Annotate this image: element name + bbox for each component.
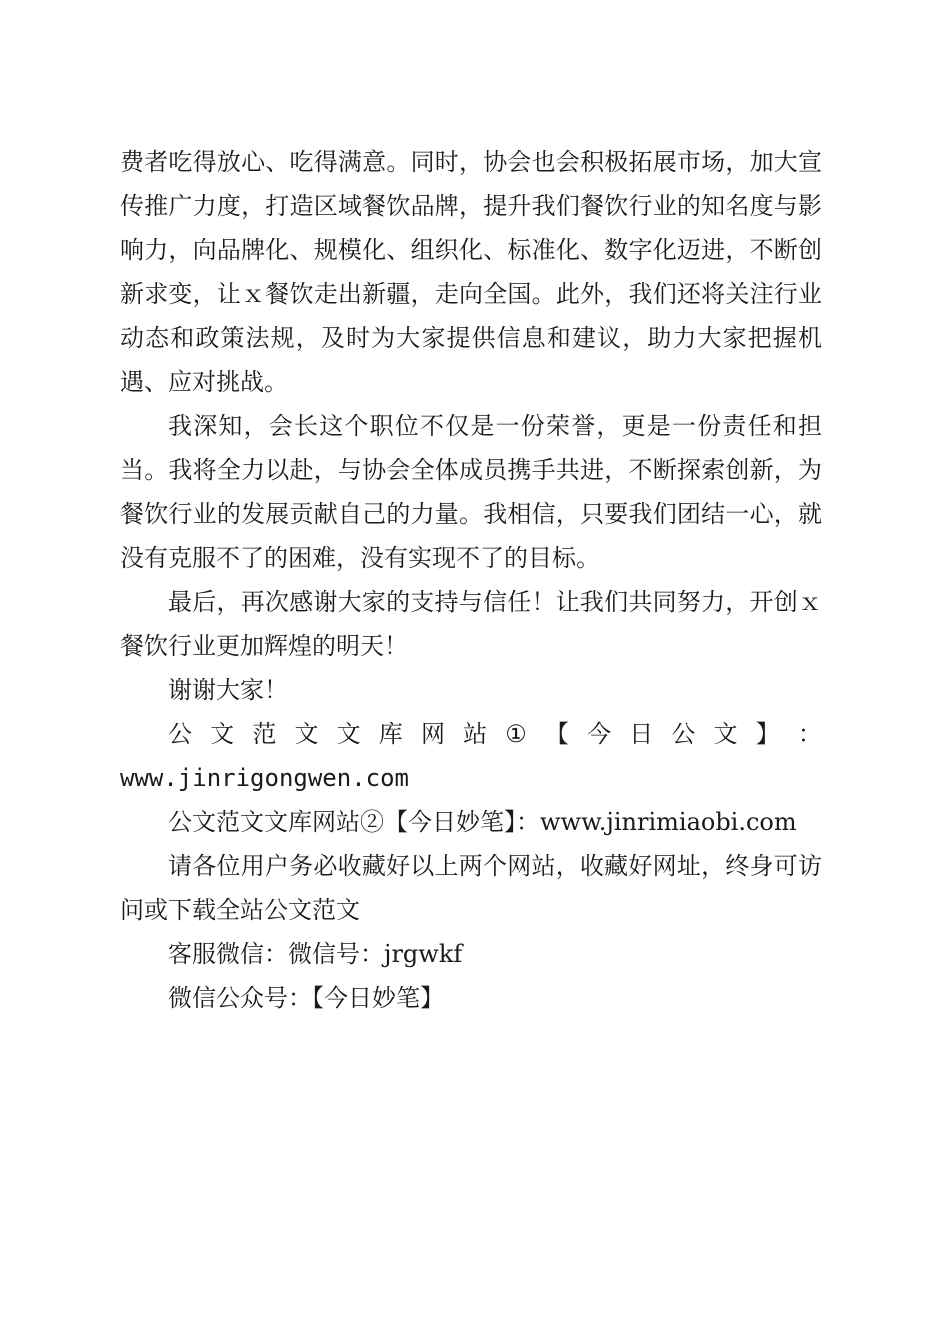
site-1-char: 站 <box>463 720 488 748</box>
site-1-char: 公 <box>168 720 192 748</box>
site-1-char: 文 <box>294 720 319 748</box>
service-wechat: 客服微信：微信号：jrgwkf <box>168 940 463 968</box>
site-2-line: 公文范文文库网站②【今日妙笔】：www.jinrimiaobi.com <box>168 808 797 836</box>
paragraph-closing: 最后，再次感谢大家的支持与信任！让我们共同努力，开创ｘ餐饮行业更加辉煌的明天！ <box>120 588 822 660</box>
site-1-label <box>120 712 822 756</box>
site-1-char: 今 <box>587 720 612 748</box>
site-1-url[interactable]: www.jinrigongwen.com <box>120 764 409 792</box>
site-1-char: 文 <box>713 720 738 748</box>
official-account: 微信公众号：【今日妙笔】 <box>168 984 444 1012</box>
thanks-line: 谢谢大家！ <box>168 676 288 704</box>
bookmark-notice: 请各位用户务必收藏好以上两个网站，收藏好网址，终身可访问或下载全站公文范文 <box>120 852 822 924</box>
site-1-char: 范 <box>252 720 277 748</box>
paragraph-continued: 费者吃得放心、吃得满意。同时，协会也会积极拓展市场，加大宣传推广力度，打造区域餐饮品牌，提升我们餐饮行业的知名度与影响力，向品牌化、规模化、组织化、标准化、数字化迈进，不断创新求变，让ｘ餐饮走出新疆，走向全国。此外，我们还将关注行业动态和政策法规，及时为大家提供信息和建议，助力大家把握机遇、应对挑战。 <box>120 148 822 396</box>
site-1-char: 【 <box>544 720 569 748</box>
site-1-char: 文 <box>336 720 361 748</box>
site-1-char: 库 <box>378 720 403 748</box>
site-1-char: ： <box>797 720 822 748</box>
site-1-char: 公 <box>671 720 696 748</box>
document-body <box>120 140 822 1020</box>
site-1-char: 日 <box>629 720 654 748</box>
site-1-char: 文 <box>210 720 235 748</box>
site-1-char: 】 <box>755 720 780 748</box>
paragraph-responsibility: 我深知，会长这个职位不仅是一份荣誉，更是一份责任和担当。我将全力以赴，与协会全体成员携手共进，不断探索创新，为餐饮行业的发展贡献自己的力量。我相信，只要我们团结一心，就没有克服不了的困难，没有实现不了的目标。 <box>120 412 822 572</box>
site-1-char: ① <box>505 720 527 748</box>
site-1-char: 网 <box>420 720 445 748</box>
